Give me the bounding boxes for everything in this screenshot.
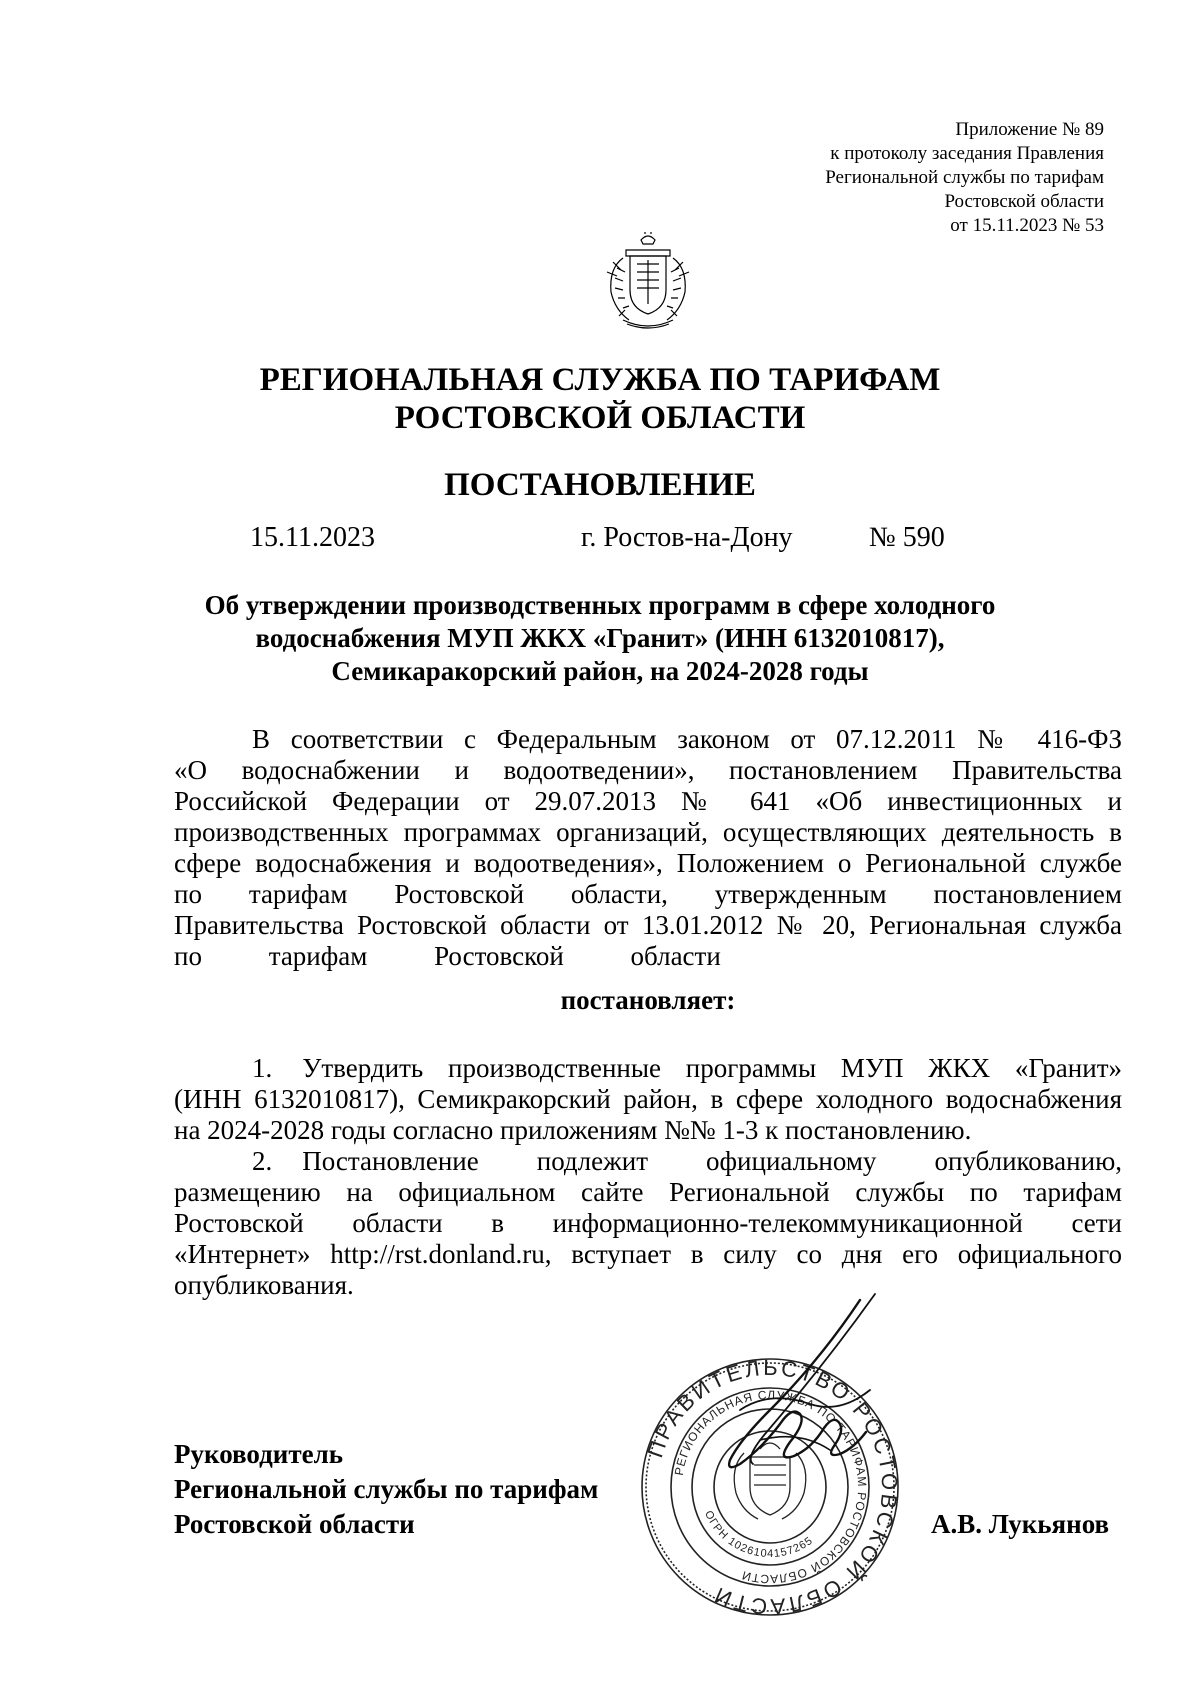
document-type: ПОСТАНОВЛЕНИЕ <box>444 467 756 503</box>
preamble-line: по тарифам Ростовской области, утвержденным постановлением <box>174 879 1122 909</box>
seal-outer-text: ПРАВИТЕЛЬСТВО РОСТОВСКОЙ ОБЛАСТИ <box>642 1354 903 1620</box>
preamble-line: Российской Федерации от 29.07.2013 № 641 «Об инвестиционных и <box>174 786 1122 816</box>
appendix-line: Ростовской области <box>944 191 1104 212</box>
appendix-line: Приложение № 89 <box>955 119 1104 140</box>
org-title-line: РЕГИОНАЛЬНАЯ СЛУЖБА ПО ТАРИФАМ <box>259 362 941 398</box>
item-first-line <box>174 1053 1122 1084</box>
decree-item-1 <box>174 1053 1122 1146</box>
organization-title <box>100 361 1100 437</box>
signer-title-line: Руководитель <box>174 1439 344 1469</box>
preamble-line: В соответствии с Федеральным законом от 07.12.2011 № 416-ФЗ <box>252 724 1122 754</box>
seal-inner-text: РЕГИОНАЛЬНАЯ СЛУЖБА ПО ТАРИФАМ РОСТОВСКОЙ ОБЛАСТИ <box>671 1387 870 1587</box>
document-date: 15.11.2023 <box>250 522 375 553</box>
preamble-line: сфере водоснабжения и водоотведения», Положением о Региональной службе <box>174 848 1122 878</box>
item-line: опубликования. <box>174 1270 354 1300</box>
document-city: г. Ростов-на-Дону <box>581 522 793 553</box>
decree-word: постановляет: <box>560 985 736 1015</box>
item-number: 1. <box>252 1053 273 1083</box>
preamble-line: производственных программах организаций, осуществляющих деятельность в <box>174 817 1122 847</box>
item-first-line <box>174 1146 1122 1177</box>
subject-line: Семикаракорский район, на 2024-2028 годы <box>331 656 869 686</box>
preamble-line: Правительства Ростовской области от 13.01.2012 № 20, Региональная служба <box>174 910 1122 940</box>
appendix-reference <box>684 118 1104 238</box>
document-subject <box>150 589 1050 688</box>
org-title-line: РОСТОВСКОЙ ОБЛАСТИ <box>394 400 806 436</box>
coat-of-arms-icon <box>593 232 703 332</box>
signer-title-line: Ростовской области <box>174 1509 415 1539</box>
subject-line: водоснабжения МУП ЖКХ «Гранит» (ИНН 6132010817), <box>255 623 945 653</box>
preamble-lines <box>174 724 1122 972</box>
item-line: на 2024-2028 годы согласно приложениям №№ 1-3 к постановлению. <box>174 1115 972 1145</box>
document-number: № 590 <box>869 522 945 553</box>
preamble-paragraph <box>174 724 1122 972</box>
subject-line: Об утверждении производственных программ в сфере холодного <box>204 590 996 620</box>
item-line: размещению на официальном сайте Региональной службы по тарифам <box>174 1177 1122 1207</box>
item-line: Утвердить производственные программы МУП ЖКХ «Гранит» <box>302 1053 1122 1083</box>
item-line: «Интернет» http://rst.donland.ru, вступает в силу со дня его официального <box>174 1239 1122 1269</box>
appendix-line: от 15.11.2023 № 53 <box>950 215 1104 236</box>
item-number: 2. <box>252 1146 273 1176</box>
decree-item-2 <box>174 1146 1122 1301</box>
preamble-line: по тарифам Ростовской области <box>174 941 721 971</box>
appendix-line: к протоколу заседания Правления <box>830 143 1104 164</box>
item-line: (ИНН 6132010817), Семикракорский район, в сфере холодного водоснабжения <box>174 1084 1122 1114</box>
signer-name: А.В. Лукьянов <box>931 1509 1110 1539</box>
item-line: Постановление подлежит официальному опубликованию, <box>302 1146 1122 1176</box>
appendix-line: Региональной службы по тарифам <box>825 167 1104 188</box>
seal-ogrn-text: ОГРН 1026104157265 <box>702 1508 816 1561</box>
signer-title-line: Региональной службы по тарифам <box>174 1474 599 1504</box>
signer-title <box>174 1437 598 1542</box>
handwritten-signature-icon <box>700 1290 910 1520</box>
item-line: Ростовской области в информационно-телекоммуникационной сети <box>174 1208 1122 1238</box>
preamble-line: «О водоснабжении и водоотведении», постановлением Правительства <box>174 755 1122 785</box>
